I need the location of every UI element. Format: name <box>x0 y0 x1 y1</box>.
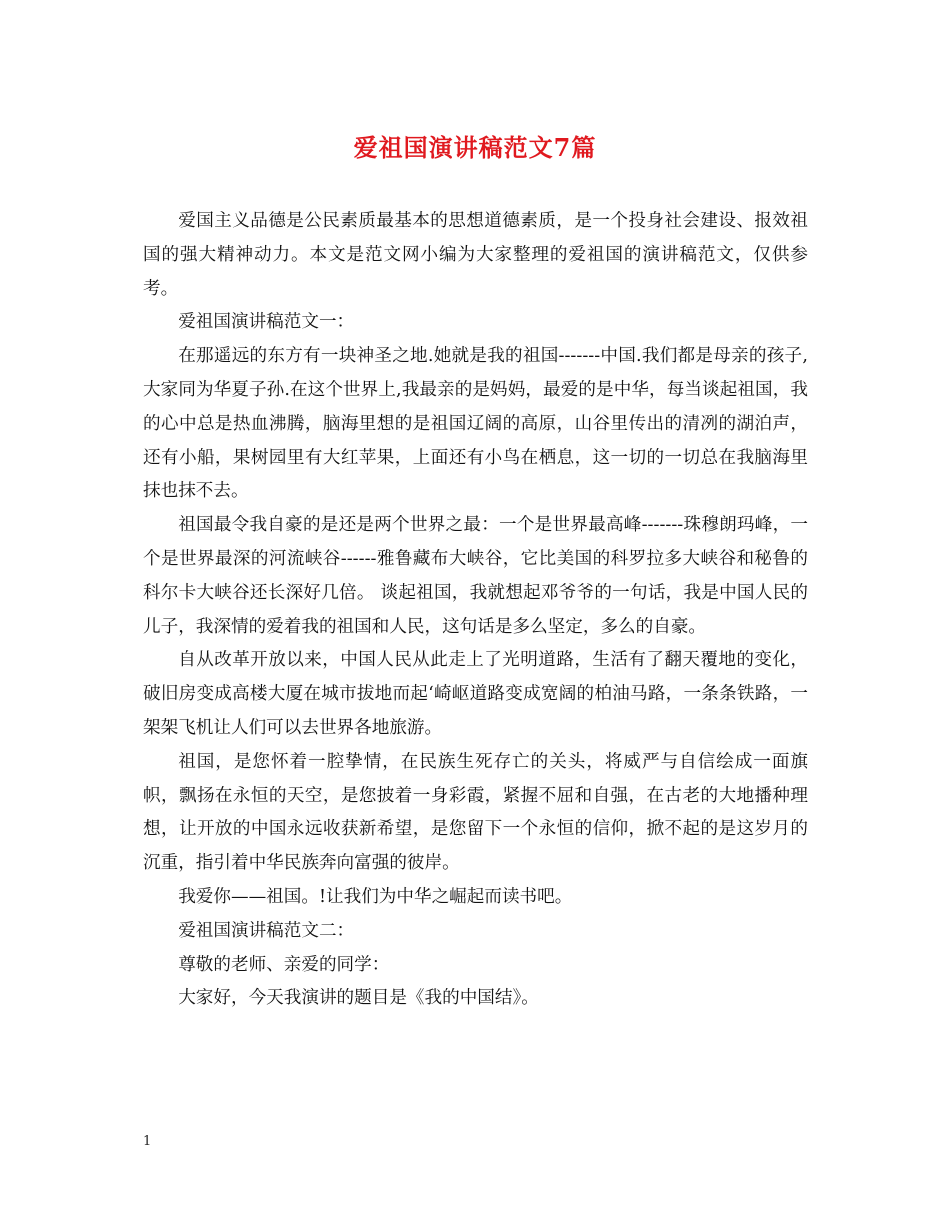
paragraph: 大家好，今天我演讲的题目是《我的中国结》。 <box>178 988 539 1009</box>
salutation: 尊敬的老师、亲爱的同学： <box>178 954 390 975</box>
document-body <box>143 205 808 1016</box>
paragraph: 自从改革开放以来，中国人民从此走上了光明道路，生活有了翻天覆地的变化，破旧房变成高楼大厦在城市拔地而起‘崎岖道路变成宽阔的柏油马路，一条条铁路，一架架飞机让人们可以去世界各地旅游。 <box>143 650 808 738</box>
paragraph: 在那遥远的东方有一块神圣之地.她就是我的祖国-------中国.我们都是母亲的孩子,大家同为华夏子孙.在这个世界上,我最亲的是妈妈，最爱的是中华，每当谈起祖国，我的心中总是热血沸腾，脑海里想的是祖国辽阔的高原，山谷里传出的清冽的湖泊声，还有小船，果树园里有大红苹果，上面还有小鸟在栖息，这一切的一切总在我脑海里抹也抹不去。 <box>143 346 808 502</box>
paragraph-intro: 爱国主义品德是公民素质最基本的思想道德素质，是一个投身社会建设、报效祖国的强大精神动力。本文是范文网小编为大家整理的爱祖国的演讲稿范文，仅供参考。 <box>143 211 808 299</box>
page-number: 1 <box>143 1134 152 1149</box>
section-heading-one: 爱祖国演讲稿范文一： <box>178 312 355 333</box>
section-heading-two: 爱祖国演讲稿范文二： <box>178 920 355 941</box>
paragraph: 祖国最令我自豪的是还是两个世界之最：一个是世界最高峰-------珠穆朗玛峰，一个是世界最深的河流峡谷------雅鲁藏布大峡谷，它比美国的科罗拉多大峡谷和秘鲁的科尔卡大峡谷还长深好几倍。 谈起祖国，我就想起邓爷爷的一句话，我是中国人民的儿子，我深情的爱着我的祖国和人民，这句话是多么坚定，多么的自豪。 <box>143 515 808 637</box>
paragraph: 我爱你——祖国。!让我们为中华之崛起而读书吧。 <box>178 886 573 907</box>
paragraph: 祖国，是您怀着一腔挚情，在民族生死存亡的关头，将威严与自信绘成一面旗帜，飘扬在永恒的天空，是您披着一身彩霞，紧握不屈和自强，在古老的大地播种理想，让开放的中国永远收获新希望，是您留下一个永恒的信仰，掀不起的是这岁月的沉重，指引着中华民族奔向富强的彼岸。 <box>143 751 808 874</box>
document-title: 爱祖国演讲稿范文7篇 <box>353 133 597 162</box>
